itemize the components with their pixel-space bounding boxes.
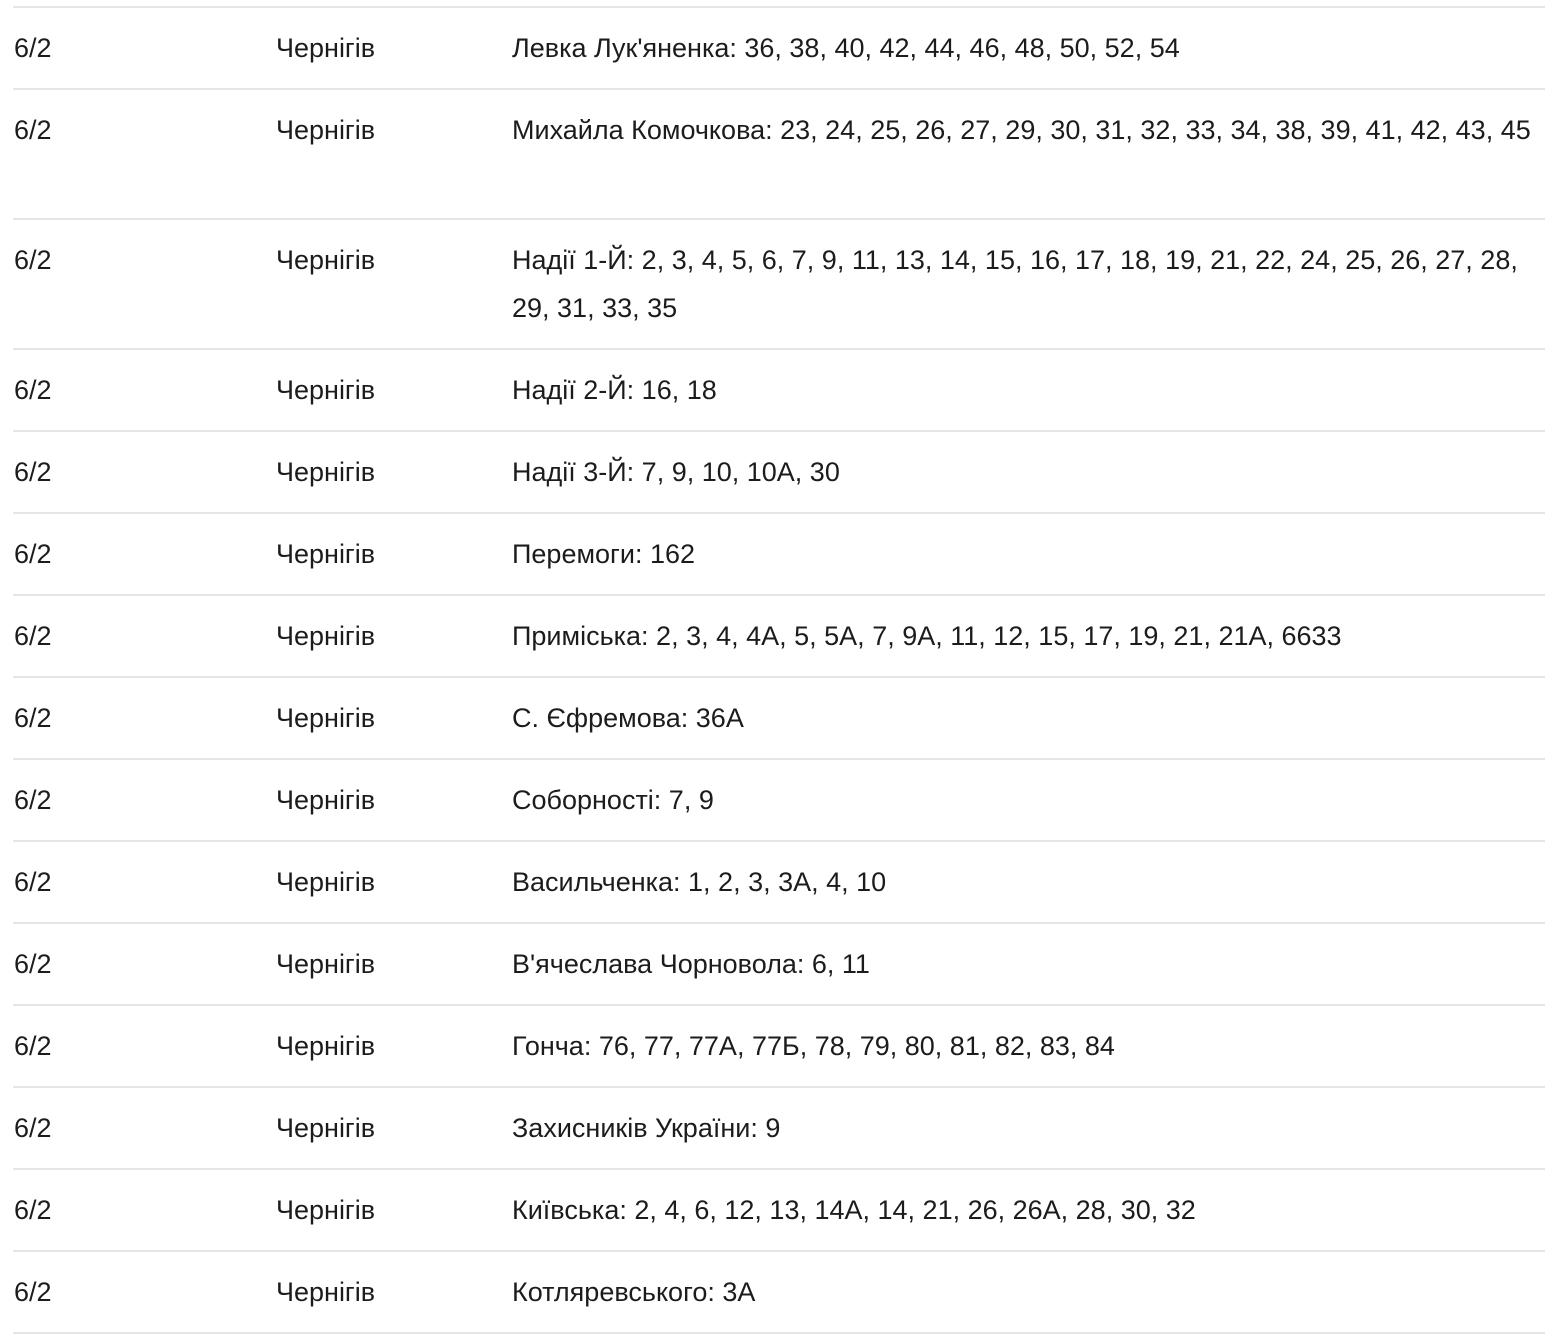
table-row (13, 1252, 1545, 1334)
street-addresses: Михайла Комочкова: 23, 24, 25, 26, 27, 29, 30, 31, 32, 33, 34, 38, 39, 41, 42, 43, 45 (512, 115, 1531, 145)
city-name: Чернігів (276, 33, 376, 63)
table-row (13, 8, 1545, 90)
city-name: Чернігів (276, 1031, 376, 1061)
queue-group: 6/2 (14, 703, 52, 733)
table-row (13, 514, 1545, 596)
street-addresses: Левка Лук'яненка: 36, 38, 40, 42, 44, 46, 48, 50, 52, 54 (512, 33, 1180, 63)
city-name: Чернігів (276, 1113, 376, 1143)
table-row (13, 90, 1545, 220)
street-addresses: Васильченка: 1, 2, 3, 3А, 4, 10 (512, 867, 887, 897)
street-addresses: Надії 1-Й: 2, 3, 4, 5, 6, 7, 9, 11, 13, 14, 15, 16, 17, 18, 19, 21, 22, 24, 25, 26, 27, 28, 29, 31, 33, 35 (512, 245, 1518, 323)
city-name: Чернігів (276, 1195, 376, 1225)
table-row (13, 1006, 1545, 1088)
street-addresses: Надії 2-Й: 16, 18 (512, 375, 717, 405)
queue-group: 6/2 (14, 115, 52, 145)
city-name: Чернігів (276, 115, 376, 145)
table-row (13, 1088, 1545, 1170)
city-name: Чернігів (276, 457, 376, 487)
queue-group: 6/2 (14, 1113, 52, 1143)
street-addresses: Київська: 2, 4, 6, 12, 13, 14А, 14, 21, 26, 26А, 28, 30, 32 (512, 1195, 1196, 1225)
queue-group: 6/2 (14, 539, 52, 569)
table-row (13, 924, 1545, 1006)
city-name: Чернігів (276, 375, 376, 405)
queue-group: 6/2 (14, 949, 52, 979)
table-row (13, 220, 1545, 350)
queue-group: 6/2 (14, 33, 52, 63)
queue-group: 6/2 (14, 621, 52, 651)
queue-group: 6/2 (14, 1195, 52, 1225)
city-name: Чернігів (276, 245, 376, 275)
queue-group: 6/2 (14, 245, 52, 275)
city-name: Чернігів (276, 867, 376, 897)
street-addresses: Гонча: 76, 77, 77А, 77Б, 78, 79, 80, 81, 82, 83, 84 (512, 1031, 1115, 1061)
table-row (13, 1170, 1545, 1252)
queue-group: 6/2 (14, 375, 52, 405)
street-addresses: Приміська: 2, 3, 4, 4А, 5, 5А, 7, 9А, 11, 12, 15, 17, 19, 21, 21А, 6633 (512, 621, 1342, 651)
street-addresses: Котляревського: 3А (512, 1277, 756, 1307)
outage-schedule-table (13, 6, 1545, 1334)
street-addresses: С. Єфремова: 36А (512, 703, 744, 733)
queue-group: 6/2 (14, 1277, 52, 1307)
city-name: Чернігів (276, 703, 376, 733)
queue-group: 6/2 (14, 867, 52, 897)
table-row (13, 432, 1545, 514)
city-name: Чернігів (276, 539, 376, 569)
table-row (13, 596, 1545, 678)
queue-group: 6/2 (14, 1031, 52, 1061)
table-row (13, 842, 1545, 924)
street-addresses: Перемоги: 162 (512, 539, 696, 569)
city-name: Чернігів (276, 621, 376, 651)
queue-group: 6/2 (14, 785, 52, 815)
city-name: Чернігів (276, 949, 376, 979)
table-row (13, 760, 1545, 842)
table-row (13, 350, 1545, 432)
city-name: Чернігів (276, 1277, 376, 1307)
street-addresses: В'ячеслава Чорновола: 6, 11 (512, 949, 870, 979)
street-addresses: Соборності: 7, 9 (512, 785, 714, 815)
table-row (13, 678, 1545, 760)
street-addresses: Надії 3-Й: 7, 9, 10, 10А, 30 (512, 457, 840, 487)
city-name: Чернігів (276, 785, 376, 815)
street-addresses: Захисників України: 9 (512, 1113, 781, 1143)
queue-group: 6/2 (14, 457, 52, 487)
